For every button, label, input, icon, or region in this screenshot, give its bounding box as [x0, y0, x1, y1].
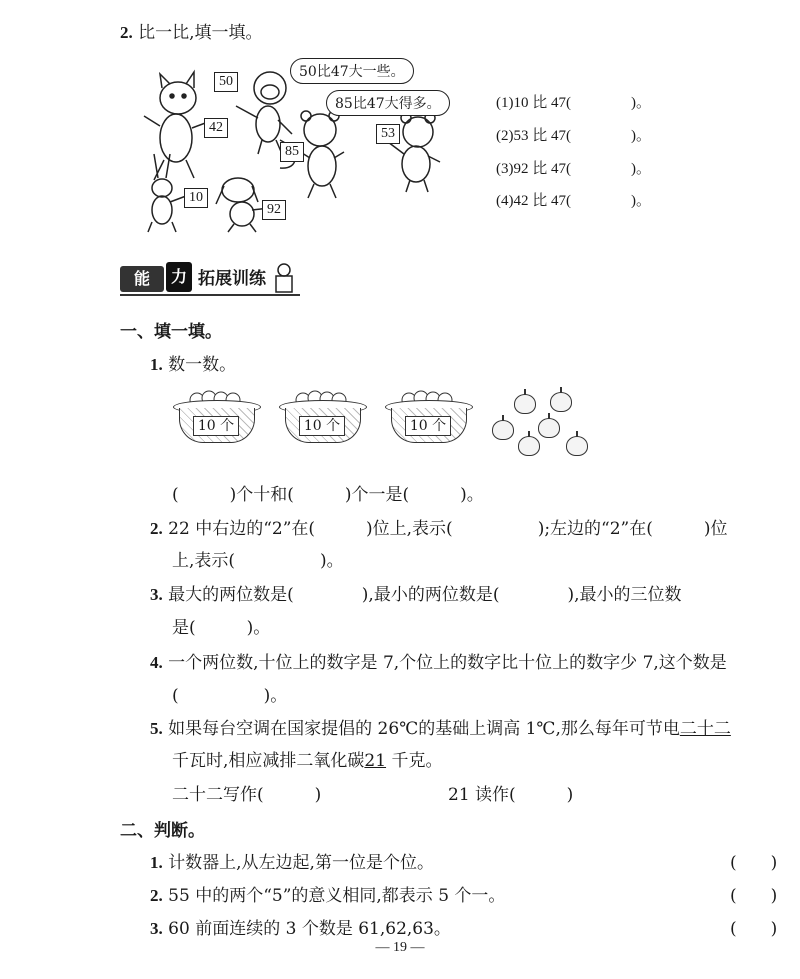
page-number: — 19 — — [375, 940, 425, 955]
number-card-85: 85 — [280, 142, 304, 162]
s1-question-4-line2: ( )。 — [172, 686, 288, 706]
banner-title: 拓展训练 — [198, 269, 266, 289]
s1-question-5: 5. 如果每台空调在国家提倡的 26℃的基础上调高 1℃,那么每年可节电二十二 — [150, 719, 731, 739]
compare-item-3: (3)92 比 47( )。 — [496, 161, 651, 177]
apple-basket-1 — [173, 386, 261, 444]
apple-basket-3 — [385, 386, 473, 444]
apple-icon — [518, 436, 540, 456]
underlined-term: 21 — [364, 751, 387, 771]
basket-label: 10 个 — [299, 416, 345, 436]
apple-basket-2 — [279, 386, 367, 444]
judge-item-3: 3. 60 前面连续的 3 个数是 61,62,63。 — [150, 919, 451, 939]
s1-question-2: 2. 22 中右边的“2”在( )位上,表示( );左边的“2”在( )位 — [150, 519, 728, 539]
number-card-92: 92 — [262, 200, 286, 220]
section-2-title: 二、判断。 — [120, 821, 205, 841]
section-1-title: 一、填一填。 — [120, 322, 222, 342]
compare-item-1: (1)10 比 47( )。 — [496, 95, 651, 111]
number-card-53: 53 — [376, 124, 400, 144]
s1-q5-write-blank: 二十二写作( ) — [172, 785, 322, 805]
s1-question-5-line2: 千瓦时,相应减排二氧化碳21 千克。 — [172, 751, 443, 771]
judge-bracket-1: ( ) — [730, 853, 778, 873]
s1-question-2-line2: 上,表示( )。 — [172, 551, 344, 571]
apple-icon — [550, 392, 572, 412]
basket-label: 10 个 — [193, 416, 239, 436]
apple-icon — [492, 420, 514, 440]
comparison-illustration — [130, 50, 450, 240]
judge-item-1: 1. 计数器上,从左边起,第一位是个位。 — [150, 853, 434, 873]
underlined-term: 二十二 — [679, 719, 731, 739]
judge-bracket-3: ( ) — [730, 919, 778, 939]
s1-q1-answer-line: ( )个十和( )个一是( )。 — [172, 485, 484, 505]
banner-part-2: 力 — [166, 262, 192, 292]
speech-bubble-1: 50比47大一些。 — [290, 58, 414, 84]
apple-icon — [566, 436, 588, 456]
number-card-50: 50 — [214, 72, 238, 92]
s1-question-3-line2: 是( )。 — [172, 618, 271, 638]
apple-icon — [514, 394, 536, 414]
basket-label: 10 个 — [405, 416, 451, 436]
judge-item-2: 2. 55 中的两个“5”的意义相同,都表示 5 个一。 — [150, 886, 506, 906]
banner-part-1: 能 — [120, 266, 164, 292]
section-banner — [120, 262, 310, 296]
banner-underline — [120, 294, 300, 296]
s1-question-3: 3. 最大的两位数是( ),最小的两位数是( ),最小的三位数 — [150, 585, 682, 605]
speech-bubble-2: 85比47大得多。 — [326, 90, 450, 116]
question-2-header: 2. 比一比,填一填。 — [120, 23, 263, 43]
student-icon — [270, 262, 298, 294]
apple-icon — [538, 418, 560, 438]
s1-question-4: 4. 一个两位数,十位上的数字是 7,个位上的数字比十位上的数字少 7,这个数是 — [150, 653, 727, 673]
judge-bracket-2: ( ) — [730, 886, 778, 906]
compare-item-4: (4)42 比 47( )。 — [496, 193, 651, 209]
compare-item-2: (2)53 比 47( )。 — [496, 128, 651, 144]
s1-q5-read-blank: 21 读作( ) — [448, 785, 574, 805]
number-card-42: 42 — [204, 118, 228, 138]
number-card-10: 10 — [184, 188, 208, 208]
s1-question-1: 1. 数一数。 — [150, 355, 237, 375]
